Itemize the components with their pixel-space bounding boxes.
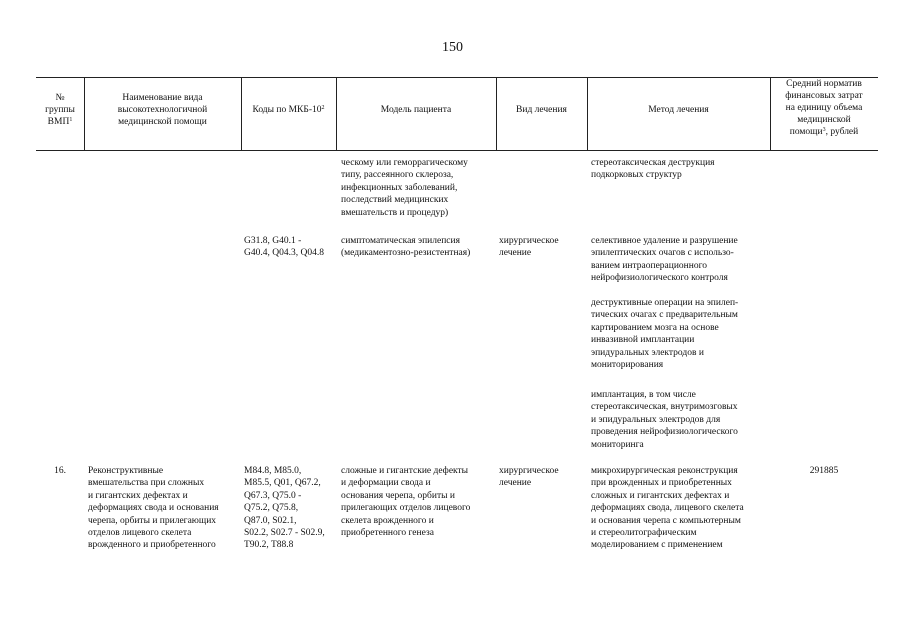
cell-group-number: 16. xyxy=(54,466,66,476)
cell-icd-codes-epilepsy: G31.8, G40.1 - G40.4, Q04.3, Q04.8 xyxy=(244,236,324,259)
header-icd-codes: Коды по МКБ-$10^2$ xyxy=(252,105,325,115)
cell-patient-model-continuation: ческому или геморрагическому типу, рассеянного склероза, инфекционных заболеваний, последствий медицинских вмешательств и процедур) xyxy=(341,158,468,218)
cell-cost-group-16: 291885 xyxy=(809,466,839,476)
header-treatment-type: Вид лечения xyxy=(516,105,567,115)
cell-method-group-16: микрохирургическая реконструкция при врожденных и приобретенных сложных и гигантских дефектах и деформациях свода, лицевого скелета и основания черепа с компьютерным и стереолитографическим моделированием с применением xyxy=(591,466,744,551)
cell-treatment-type-group-16: хирургическое лечение xyxy=(499,466,559,489)
header-cost-norm: Средний норматив финансовых затрат на единицу объема медицинской помощи$^3$, рублей xyxy=(785,79,863,137)
cell-icd-codes-group-16: M84.8, M85.0, M85.5, Q01, Q67.2, Q67.3, Q75.0 - Q75.2, Q75.8, Q87.0, S02.1, S02.2, S02.7 - S02.9, T90.2, T88.8 xyxy=(244,466,325,551)
header-vmp-name: Наименование вида высокотехнологичной медицинской помощи xyxy=(117,93,208,127)
page-number: 150 xyxy=(442,40,463,55)
header-treatment-method: Метод лечения xyxy=(648,105,709,115)
cell-vmp-name-group-16: Реконструктивные вмешательства при сложных и гигантских дефектах и деформациях свода и основания черепа, орбиты и прилегающих отделов лицевого скелета врожденного и приобретенного xyxy=(88,466,219,551)
table-top-rule xyxy=(36,77,878,78)
cell-treatment-type-epilepsy: хирургическое лечение xyxy=(499,236,559,259)
cell-method-continuation: стереотаксическая деструкция подкорковых структур xyxy=(591,158,715,181)
cell-method-epilepsy-2: деструктивные операции на эпилеп- тических очагах с предварительным картированием мозга на основе инвазивной имплантации эпидуральных электродов и мониторирования xyxy=(591,298,739,371)
header-patient-model: Модель пациента xyxy=(380,105,452,115)
header-group-number: № группы ВМП$^1$ xyxy=(45,93,75,127)
table-header-rule xyxy=(36,150,878,151)
cell-patient-model-epilepsy: симптоматическая эпилепсия (медикаментозно-резистентная) xyxy=(341,236,471,259)
cell-patient-model-group-16: сложные и гигантские дефекты и деформации свода и основания черепа, орбиты и прилегающих отделов лицевого скелета врожденного и приобретенного генеза xyxy=(341,466,471,539)
cell-method-epilepsy-1: селективное удаление и разрушение эпилептических очагов с использо- ванием интраоперационного нейрофизиологического контроля xyxy=(591,236,738,284)
cell-method-epilepsy-3: имплантация, в том числе стереотаксическая, внутримозговых и эпидуральных электродов для проведения нейрофизиологического мониторинга xyxy=(591,390,738,450)
